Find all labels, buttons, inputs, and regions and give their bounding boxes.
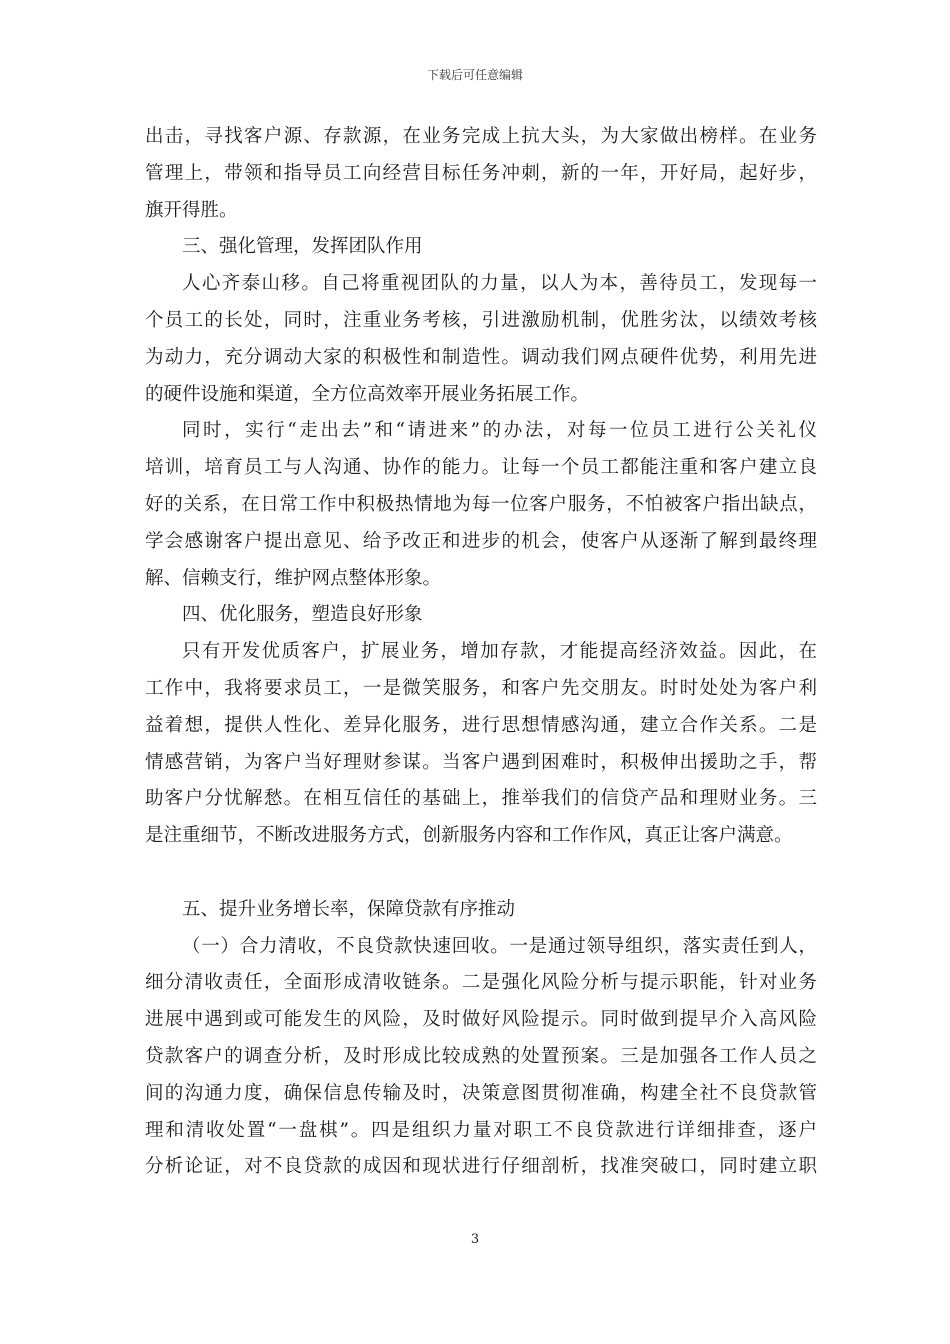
page-number: 3: [470, 1232, 480, 1247]
body-line: 管理上，带领和指导员工向经营目标任务冲刺，新的一年，开好局，起好步，: [145, 162, 817, 184]
body-line: 出击，寻找客户源、存款源，在业务完成上抗大头，为大家做出榜样。在业务: [145, 126, 817, 147]
blank-line: [145, 855, 817, 892]
section-heading: 五、提升业务增长率，保障贷款有序推动: [182, 898, 516, 920]
body-line: 进展中遇到或可能发生的风险，及时做好风险提示。同时做到提早介入高风险: [145, 1009, 817, 1031]
body-line: 解、信赖支行，维护网点整体形象。: [145, 567, 442, 589]
body-line: 分析论证，对不良贷款的成因和现状进行仔细剖析，找准突破口，同时建立职: [145, 1156, 817, 1178]
section-heading: 三、强化管理，发挥团队作用: [182, 236, 423, 258]
body-line: 培训，培育员工与人沟通、协作的能力。让每一个员工都能注重和客户建立良: [145, 457, 817, 479]
section-heading: 四、优化服务，塑造良好形象: [182, 604, 423, 626]
body-line: 细分清收责任，全面形成清收链条。二是强化风险分析与提示职能，针对业务: [145, 972, 817, 994]
body-line: 工作中，我将要求员工，一是微笑服务，和客户先交朋友。时时处处为客户利: [145, 677, 817, 699]
body-line: （一）合力清收，不良贷款快速回收。一是通过领导组织，落实责任到人，: [182, 935, 817, 957]
body-line: 学会感谢客户提出意见、给予改正和进步的机会，使客户从逐渐了解到最终理: [145, 530, 817, 552]
body-line: 是注重细节，不断改进服务方式，创新服务内容和工作作风，真正让客户满意。: [145, 825, 793, 847]
body-line: 个员工的长处，同时，注重业务考核，引进激励机制，优胜劣汰，以绩效考核: [145, 309, 817, 331]
body-line: 贷款客户的调查分析，及时形成比较成熟的处置预案。三是加强各工作人员之: [145, 1045, 817, 1067]
body-line: 益着想，提供人性化、差异化服务，进行思想情感沟通，建立合作关系。二是: [145, 714, 817, 736]
body-line: 旗开得胜。: [145, 199, 238, 221]
body-line: 为动力，充分调动大家的积极性和制造性。调动我们网点硬件优势，利用先进: [145, 346, 817, 368]
body-line: 助客户分忧解愁。在相互信任的基础上，推举我们的信贷产品和理财业务。三: [145, 788, 817, 810]
page-header: 下载后可任意编辑: [426, 68, 523, 82]
body-line: 间的沟通力度，确保信息传输及时，决策意图贯彻准确，构建全社不良贷款管: [145, 1082, 817, 1104]
body-line: 情感营销，为客户当好理财参谋。当客户遇到困难时，积极伸出援助之手，帮: [145, 751, 817, 773]
body-line: 人心齐泰山移。自己将重视团队的力量，以人为本，善待员工，发现每一: [182, 273, 817, 295]
body-line: 理和清收处置“一盘棋”。四是组织力量对职工不良贷款进行详细排查，逐户: [145, 1119, 817, 1141]
body-line: 好的关系，在日常工作中积极热情地为每一位客户服务，不怕被客户指出缺点，: [145, 493, 817, 515]
body-line: 只有开发优质客户，扩展业务，增加存款，才能提高经济效益。因此，在: [182, 641, 817, 663]
body-line: 同时，实行“走出去”和“请进来”的办法，对每一位员工进行公关礼仪: [182, 420, 817, 442]
body-line: 的硬件设施和渠道，全方位高效率开展业务拓展工作。: [145, 383, 590, 405]
document-body: [145, 119, 817, 1186]
